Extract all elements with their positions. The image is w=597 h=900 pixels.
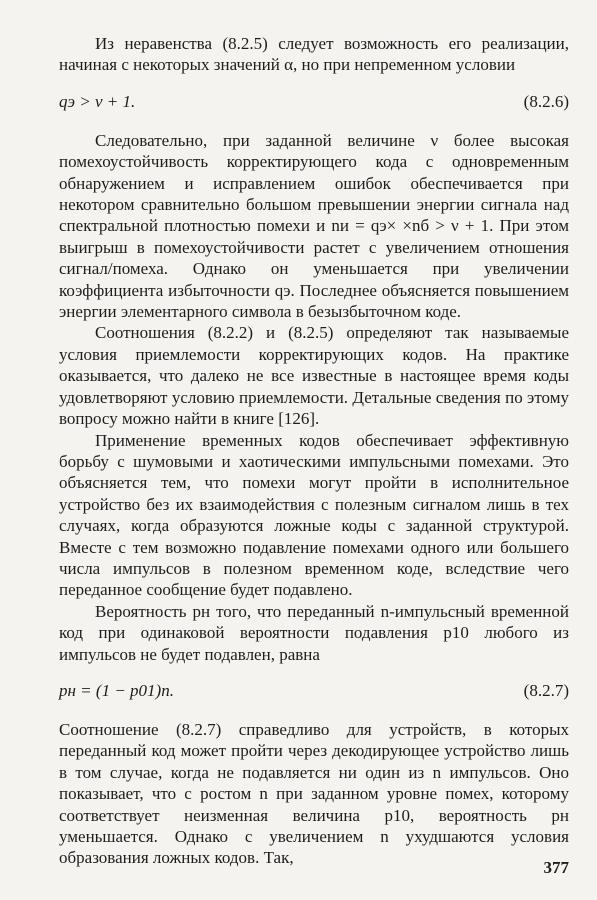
equation-8-2-6 (59, 92, 569, 112)
paragraph-6: Соотношение (8.2.7) справедливо для устройств, в которых переданный код может пройти через декодирующее устройство лишь в том случае, когда не подавляется ни один из n импульсов. Оно показывает, что с ростом n при заданном уровне помех, которому соответствует неизменная величина p10, вероятность pн уменьшается. Однако с увеличением n ухудшаются условия образования ложных кодов. Так, (59, 719, 569, 868)
equation-8-2-7 (59, 681, 569, 701)
equation-formula: pн = (1 − p01)n. (59, 680, 174, 700)
equation-number: (8.2.7) (523, 680, 569, 700)
paragraph-4: Применение временных кодов обеспечивает эффективную борьбу с шумовыми и хаотическими импульсными помехами. Это объясняется тем, что помехи могут пройти в исполнительное устройство без их взаимодействия с полезным сигналом лишь в тех случаях, когда образуются ложные коды с заданной структурой. Вместе с тем возможно подавление помехами одного или большего числа импульсов в полезном временном коде, вследствие чего переданное сообщение будет подавлено. (59, 430, 569, 600)
equation-number: (8.2.6) (523, 91, 569, 111)
equation-formula: qэ > ν + 1. (59, 91, 136, 111)
paragraph-1: Из неравенства (8.2.5) следует возможность его реализации, начиная с некоторых значений α, но при непременном условии (59, 34, 569, 75)
paragraph-2: Следовательно, при заданной величине ν более высокая помехоустойчивость корректирующего кода с одновременным обнаружением и исправлением ошибок обеспечивается при некотором сравнительно большом превышении энергии сигнала над спектральной плотностью помехи и nи = qэ× ×nб > ν + 1. При этом выигрыш в помехоустойчивости растет с увеличением отношения сигнал/помеха. Однако он уменьшается при увеличении коэффициента избыточности qэ. Последнее объясняется повышением энергии элементарного символа в безызбыточном коде. (59, 130, 569, 322)
paragraph-3: Соотношения (8.2.2) и (8.2.5) определяют так называемые условия приемлемости корректирующих кодов. На практике оказывается, что далеко не все известные в настоящее время коды удовлетворяют условию приемлемости. Детальные сведения по этому вопросу можно найти в книге [126]. (59, 323, 569, 429)
paragraph-5: Вероятность pн того, что переданный n-импульсный временной код при одинаковой вероятности подавления p10 любого из импульсов не будет подавлен, равна (59, 601, 569, 664)
page-number: 377 (543, 858, 569, 877)
